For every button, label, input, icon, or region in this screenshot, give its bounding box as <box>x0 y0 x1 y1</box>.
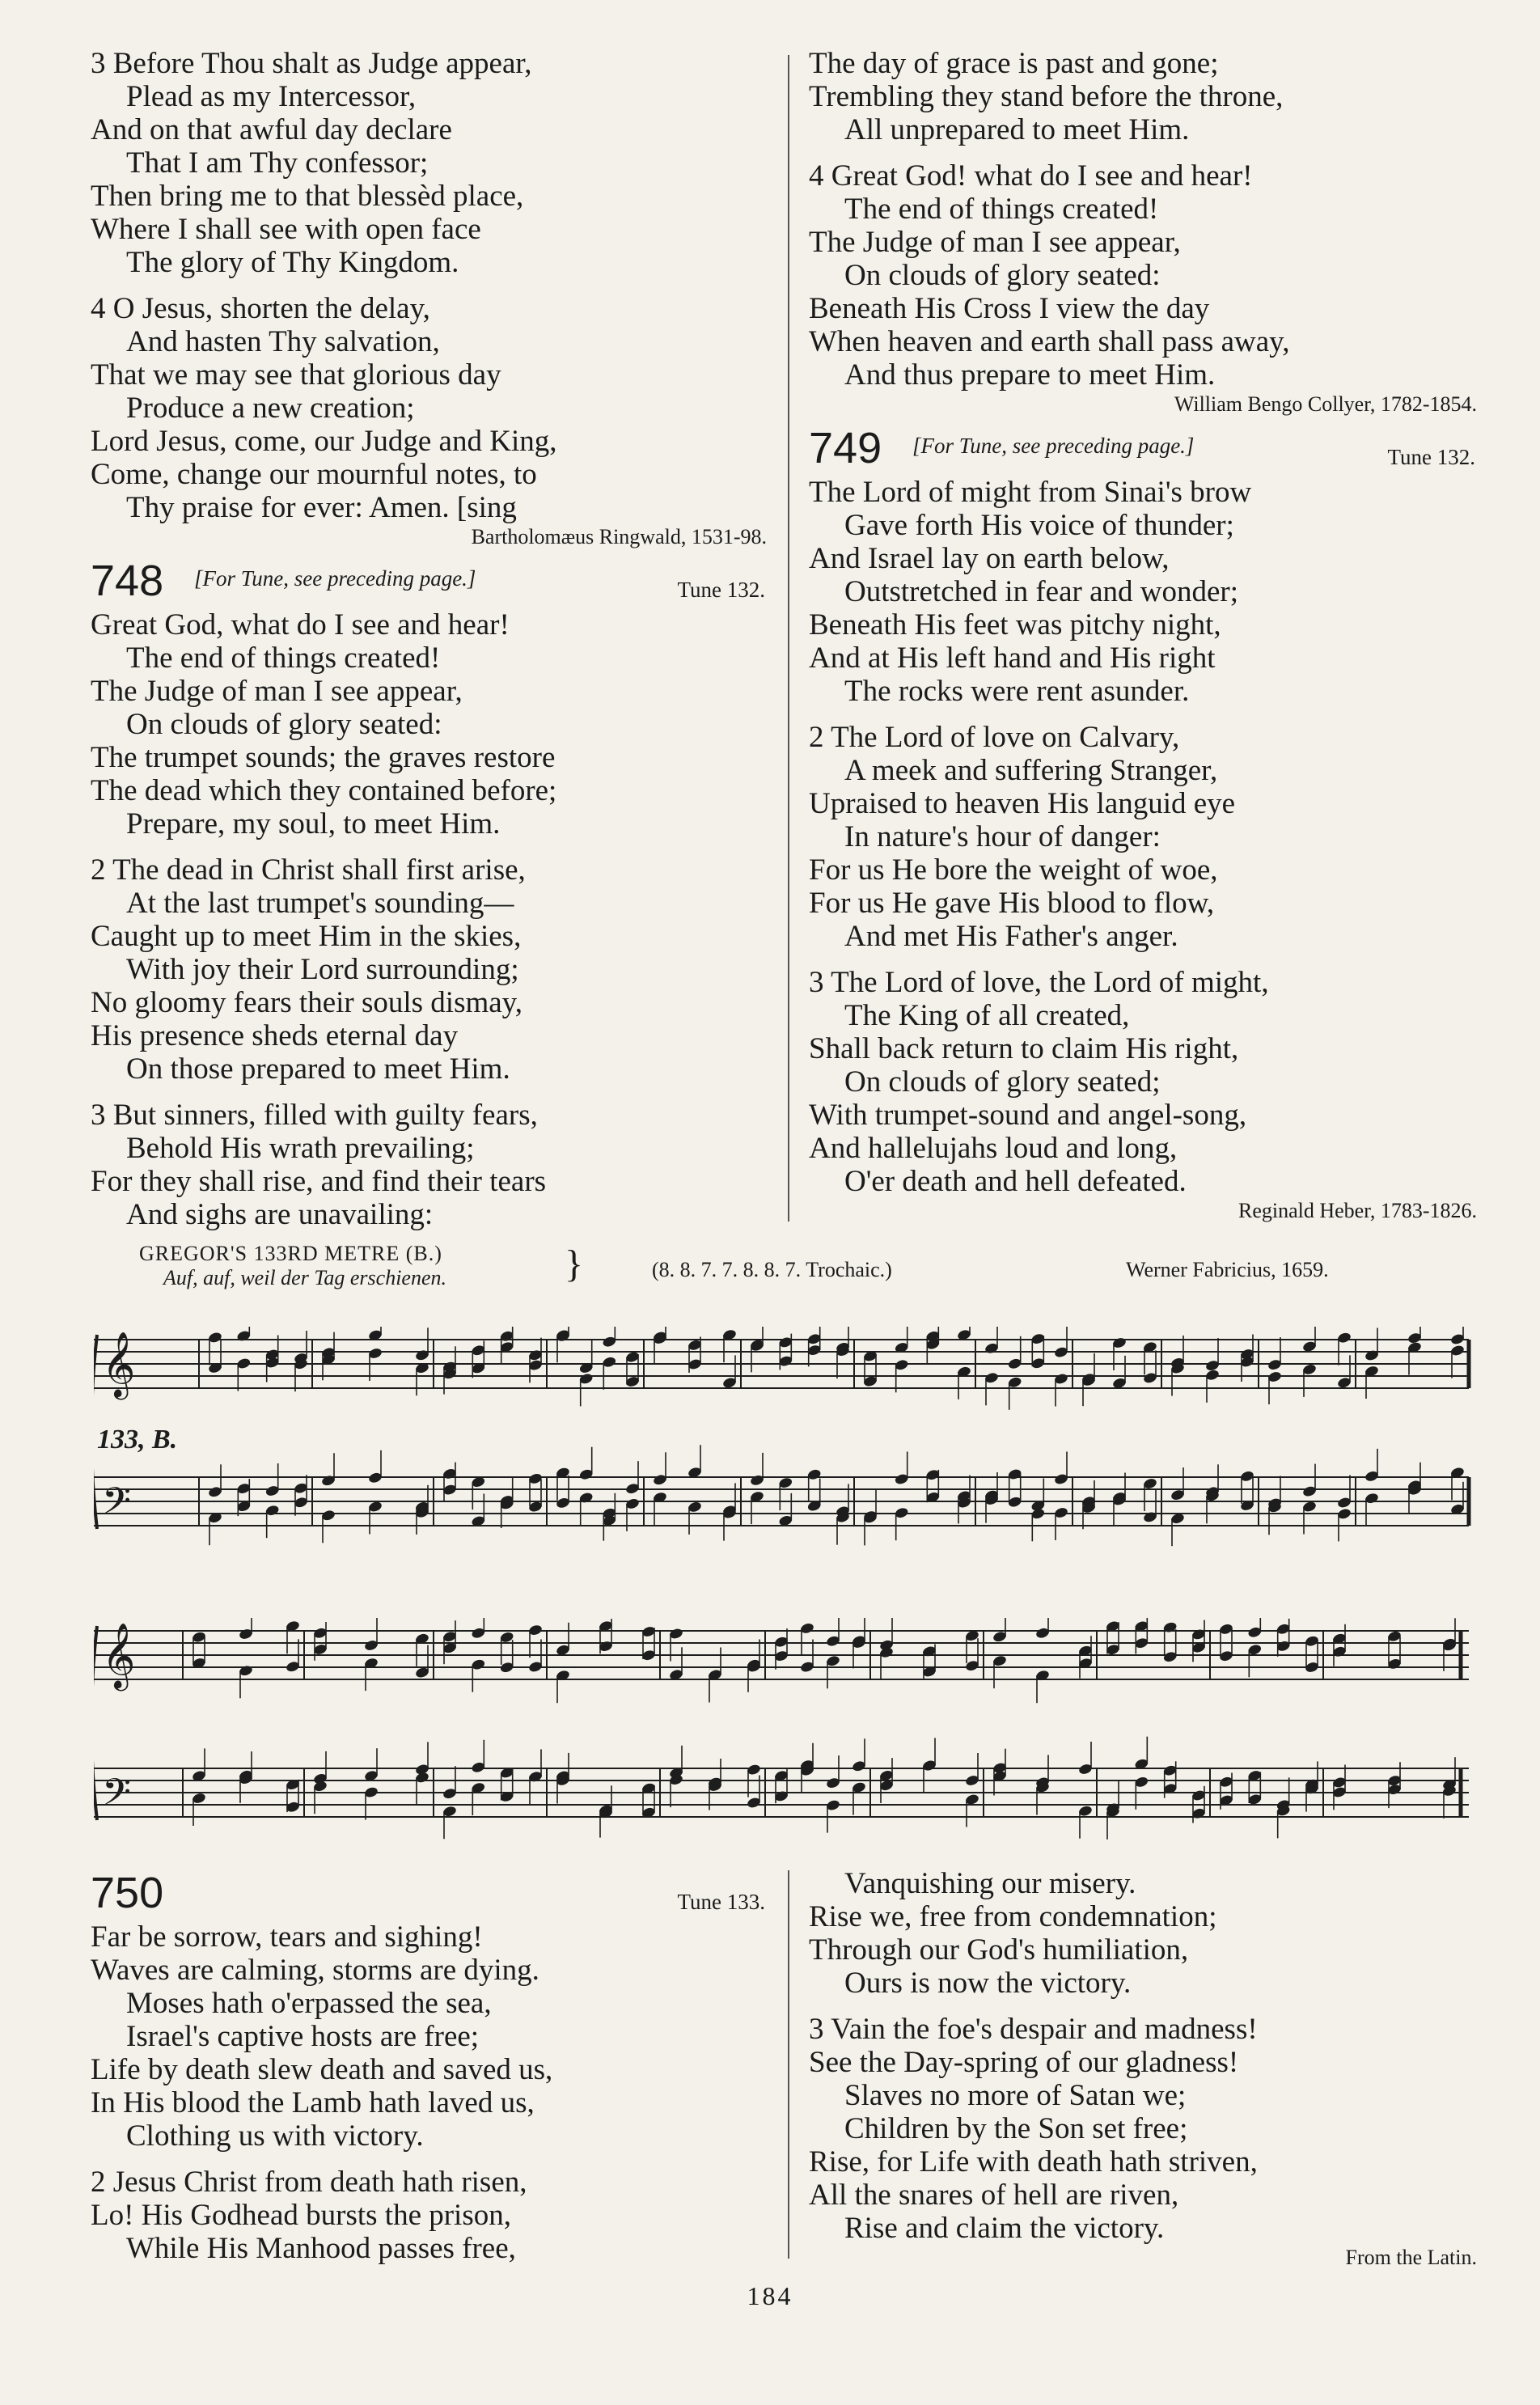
stanza <box>809 1867 1480 2000</box>
verse-line: On clouds of glory seated; <box>844 1065 1161 1099</box>
tune-name: GREGOR'S 133RD METRE (B.) <box>139 1242 442 1265</box>
verse-line: 3 The Lord of love, the Lord of might, <box>809 966 1269 999</box>
verse-line: The day of grace is past and gone; <box>809 47 1219 80</box>
verse-line: All unprepared to meet Him. <box>844 113 1190 146</box>
tune-reference: [For Tune, see preceding page.] <box>194 566 476 591</box>
verse-line: The Judge of man I see appear, <box>91 675 463 708</box>
hymn-748-continuation <box>809 47 1480 392</box>
hymn-748-text <box>91 608 770 1231</box>
verse-line: Upraised to heaven His languid eye <box>809 787 1236 820</box>
stanza <box>91 47 770 279</box>
verse-line: Ours is now the victory. <box>844 1967 1132 2000</box>
tune-header <box>139 1242 1449 1290</box>
verse-line: Beneath His feet was pitchy night, <box>809 608 1221 641</box>
verse-line: That we may see that glorious day <box>91 358 501 392</box>
verse-line: On clouds of glory seated: <box>844 259 1161 292</box>
verse-line: 3 But sinners, filled with guilty fears, <box>91 1099 538 1132</box>
verse-line: And sighs are unavailing: <box>126 1198 434 1231</box>
verse-line: Shall back return to claim His right, <box>809 1032 1239 1065</box>
hymn-748-header <box>91 557 770 608</box>
verse-line: Lord Jesus, come, our Judge and King, <box>91 425 557 458</box>
verse-line: 4 Great God! what do I see and hear! <box>809 159 1253 193</box>
right-column-top <box>809 47 1480 1224</box>
stanza <box>91 853 770 1086</box>
verse-line: Rise, for Life with death hath striven, <box>809 2145 1258 2178</box>
tune-metre: (8. 8. 7. 7. 8. 8. 7. Trochaic.) <box>652 1258 892 1281</box>
verse-line: Great God, what do I see and hear! <box>91 608 510 641</box>
music-system-2 <box>94 1618 1477 1844</box>
stanza <box>809 476 1480 708</box>
verse-line: And Israel lay on earth below, <box>809 542 1170 575</box>
verse-line: For they shall rise, and find their tears <box>91 1165 547 1198</box>
hymn-number: 748 <box>91 557 164 605</box>
verse-line: Gave forth His voice of thunder; <box>844 509 1234 542</box>
stanza <box>809 966 1480 1198</box>
verse-line: While His Manhood passes free, <box>126 2232 516 2265</box>
stanza <box>91 292 770 524</box>
verse-line: 3 Before Thou shalt as Judge appear, <box>91 47 532 80</box>
verse-line: Trembling they stand before the throne, <box>809 80 1284 113</box>
verse-line: Slaves no more of Satan we; <box>844 2079 1187 2112</box>
verse-line: Israel's captive hosts are free; <box>126 2020 480 2053</box>
verse-line: Caught up to meet Him in the skies, <box>91 920 522 953</box>
verse-line: For us He gave His blood to flow, <box>809 887 1215 920</box>
verse-line: A meek and suffering Stranger, <box>844 754 1218 787</box>
verse-line: The end of things created! <box>844 193 1159 226</box>
stanza <box>809 2013 1480 2245</box>
verse-line: 3 Vain the foe's despair and madness! <box>809 2013 1258 2046</box>
verse-line: Through our God's humiliation, <box>809 1933 1189 1967</box>
verse-line: The glory of Thy Kingdom. <box>126 246 459 279</box>
verse-line: The trumpet sounds; the graves restore <box>91 741 556 774</box>
verse-line: When heaven and earth shall pass away, <box>809 325 1290 358</box>
verse-line: Rise and claim the victory. <box>844 2212 1165 2245</box>
verse-line: The dead which they contained before; <box>91 774 557 807</box>
verse-line: The rocks were rent asunder. <box>844 675 1190 708</box>
tune-number: Tune 132. <box>677 578 765 602</box>
hymn-number: 749 <box>809 424 882 472</box>
verse-line: See the Day-spring of our gladness! <box>809 2046 1239 2079</box>
verse-line: 2 The dead in Christ shall first arise, <box>91 853 526 887</box>
verse-line: Produce a new creation; <box>126 392 415 425</box>
verse-line: 2 Jesus Christ from death hath risen, <box>91 2166 527 2199</box>
verse-line: And on that awful day declare <box>91 113 452 146</box>
verse-line: Beneath His Cross I view the day <box>809 292 1210 325</box>
verse-line: In His blood the Lamb hath laved us, <box>91 2086 535 2119</box>
verse-line: Rise we, free from condemnation; <box>809 1900 1217 1933</box>
verse-line: Vanquishing our misery. <box>844 1867 1136 1900</box>
verse-line: The Judge of man I see appear, <box>809 226 1181 259</box>
verse-line: The Lord of might from Sinai's brow <box>809 476 1252 509</box>
verse-line: With joy their Lord surrounding; <box>126 953 519 986</box>
verse-line: Come, change our mournful notes, to <box>91 458 537 491</box>
left-column-bottom <box>91 1869 770 2265</box>
verse-line: In nature's hour of danger: <box>844 820 1161 853</box>
page-number: 184 <box>747 2281 793 2310</box>
stanza <box>91 2166 770 2265</box>
author-credit: Bartholomæus Ringwald, 1531-98. <box>471 525 767 548</box>
verse-line: Then bring me to that blessèd place, <box>91 180 524 213</box>
verse-line: 4 O Jesus, shorten the delay, <box>91 292 430 325</box>
verse-line: Waves are calming, storms are dying. <box>91 1954 539 1987</box>
tune-label: 133, B. <box>97 1425 178 1454</box>
verse-line: Moses hath o'erpassed the sea, <box>126 1987 492 2020</box>
tune-number: Tune 133. <box>677 1890 765 1914</box>
hymn-749-header <box>809 424 1480 476</box>
bass-clef-icon: 𝄢 <box>102 1480 132 1532</box>
verse-line: His presence sheds eternal day <box>91 1019 459 1052</box>
verse-line: On clouds of glory seated: <box>126 708 442 741</box>
verse-line: Plead as my Intercessor, <box>126 80 417 113</box>
stanza <box>809 47 1480 146</box>
column-divider <box>788 55 789 1222</box>
stanza <box>91 608 770 840</box>
tune-german-title: Auf, auf, weil der Tag erschienen. <box>163 1266 447 1289</box>
verse-line: And hasten Thy salvation, <box>126 325 440 358</box>
bass-clef-icon: 𝄢 <box>102 1771 132 1823</box>
verse-line: Behold His wrath prevailing; <box>126 1132 475 1165</box>
hymn-749-text <box>809 476 1480 1198</box>
verse-line: Life by death slew death and saved us, <box>91 2053 553 2086</box>
verse-line: And thus prepare to meet Him. <box>844 358 1216 392</box>
verse-line: 2 The Lord of love on Calvary, <box>809 721 1180 754</box>
verse-line: O'er death and hell defeated. <box>844 1165 1187 1198</box>
music-notes <box>183 1618 1461 1840</box>
hymn-747-continuation <box>91 47 770 524</box>
tune-number: Tune 132. <box>1387 445 1475 469</box>
verse-line: No gloomy fears their souls dismay, <box>91 986 523 1019</box>
author-credit: Reginald Heber, 1783-1826. <box>1238 1199 1477 1222</box>
verse-line: The King of all created, <box>844 999 1130 1032</box>
verse-line: And at His left hand and His right <box>809 641 1216 675</box>
verse-line: Far be sorrow, tears and sighing! <box>91 1920 483 1954</box>
right-column-bottom <box>809 1867 1480 2271</box>
hymn-750-text <box>91 1920 770 2265</box>
column-divider <box>788 1870 789 2259</box>
verse-line: Where I shall see with open face <box>91 213 481 246</box>
verse-line: All the snares of hell are riven, <box>809 2178 1179 2212</box>
verse-line: Thy praise for ever: Amen. [sing <box>126 491 517 524</box>
tune-reference: [For Tune, see preceding page.] <box>912 434 1195 458</box>
stanza <box>91 1099 770 1231</box>
hymn-number: 750 <box>91 1869 164 1917</box>
treble-clef-icon: 𝄞 <box>102 1622 136 1688</box>
verse-line: And met His Father's anger. <box>844 920 1178 953</box>
verse-line: For us He bore the weight of woe, <box>809 853 1218 887</box>
stanza <box>809 721 1480 953</box>
verse-line: Prepare, my soul, to meet Him. <box>126 807 501 840</box>
stanza <box>809 159 1480 392</box>
hymn-750-continuation <box>809 1867 1480 2245</box>
author-credit: William Bengo Collyer, 1782-1854. <box>1174 392 1477 416</box>
verse-line: The end of things created! <box>126 641 441 675</box>
tune-composer: Werner Fabricius, 1659. <box>1126 1258 1329 1281</box>
left-column-top <box>91 47 770 1231</box>
author-credit: From the Latin. <box>1345 2246 1477 2269</box>
hymn-750-header <box>91 1869 770 1920</box>
bracket: } <box>565 1243 584 1285</box>
verse-line: That I am Thy confessor; <box>126 146 429 180</box>
verse-line: Outstretched in fear and wonder; <box>844 575 1238 608</box>
music-system-1 <box>94 1327 1477 1602</box>
verse-line: And hallelujahs loud and long, <box>809 1132 1178 1165</box>
verse-line: Lo! His Godhead bursts the prison, <box>91 2199 511 2232</box>
verse-line: At the last trumpet's sounding— <box>126 887 514 920</box>
treble-clef-icon: 𝄞 <box>102 1331 136 1397</box>
verse-line: Children by the Son set free; <box>844 2112 1188 2145</box>
verse-line: On those prepared to meet Him. <box>126 1052 510 1086</box>
verse-line: Clothing us with victory. <box>126 2119 424 2153</box>
verse-line: With trumpet-sound and angel-song, <box>809 1099 1247 1132</box>
stanza <box>91 1920 770 2153</box>
